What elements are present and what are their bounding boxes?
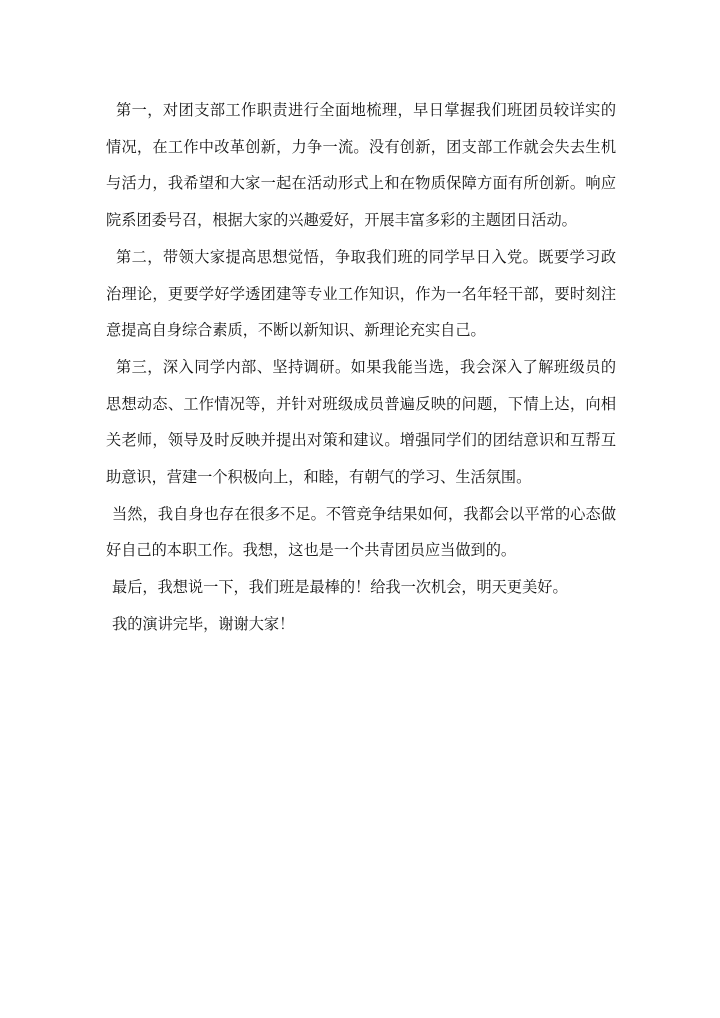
paragraph-4: 当然，我自身也存在很多不足。不管竞争结果如何，我都会以平常的心态做好自己的本职工作。我想，这也是一个共青团员应当做到的。 xyxy=(106,504,616,560)
paragraph-3: 第三，深入同学内部、坚持调研。如果我能当选，我会深入了解班级员的思想动态、工作情况等，并针对班级成员普遍反映的问题，下情上达，向相关老师，领导及时反映并提出对策和建议。增强同学们的团结意识和互帮互助意识，营建一个积极向上，和睦，有朝气的学习、生活氛围。 xyxy=(106,357,616,487)
document-body xyxy=(106,92,616,643)
paragraph-5: 最后，我想说一下，我们班是最棒的！给我一次机会，明天更美好。 xyxy=(112,578,568,597)
paragraph-6: 我的演讲完毕，谢谢大家！ xyxy=(112,614,295,633)
paragraph-1: 第一，对团支部工作职责进行全面地梳理，早日掌握我们班团员较详实的情况，在工作中改革创新，力争一流。没有创新，团支部工作就会失去生机与活力，我希望和大家一起在活动形式上和在物质保障方面有所创新。响应院系团委号召，根据大家的兴趣爱好，开展丰富多彩的主题团日活动。 xyxy=(106,101,616,230)
paragraph-2: 第二，带领大家提高思想觉悟，争取我们班的同学早日入党。既要学习政治理论，更要学好学透团建等专业工作知识，作为一名年轻干部，要时刻注意提高自身综合素质，不断以新知识、新理论充实自己。 xyxy=(106,247,616,340)
